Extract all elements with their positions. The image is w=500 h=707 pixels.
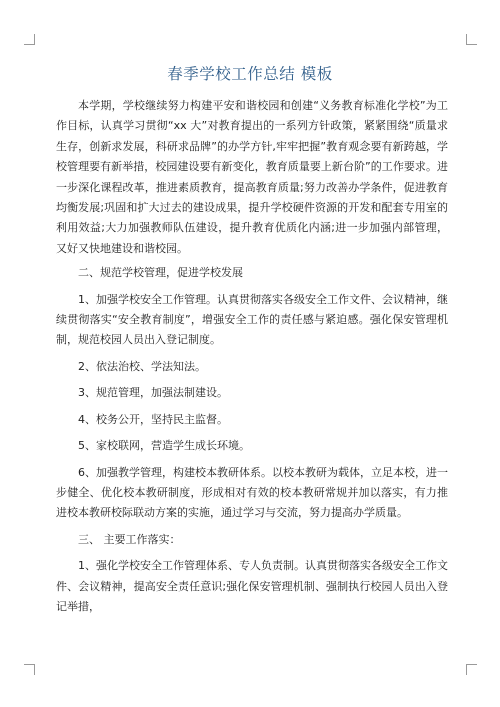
- section-heading-3: 三、 主要工作落实：: [78, 532, 181, 546]
- item-paragraph: 3、规范管理，加强法制建设。: [78, 386, 228, 400]
- item-paragraph: 6、加强教学管理，构建校本教研体系。以校本教研为载体，立足本校，进一步健全、优化校本教研制度，形成相对有效的校本教研常规并加以落实，有力推进校本教研校际联动方案的实施，通过学习与交流，努力提高办学质量。: [56, 465, 448, 520]
- crop-mark-top-left: [24, 34, 35, 45]
- item-paragraph: 4、校务公开，坚持民主监督。: [78, 412, 228, 426]
- item-paragraph: 1、强化学校安全工作管理体系、专人负责制。认真贯彻落实各级安全工作文件、会议精神，提高安全责任意识;强化保安管理机制、强制执行校园人员出入登记举措，: [56, 559, 448, 613]
- item-paragraph: 1、加强学校安全工作管理。认真贯彻落实各级安全工作文件、会议精神，继续贯彻落实“安全教育制度”，增强安全工作的责任感与紧迫感。强化保安管理机制，规范校园人员出入登记制度。: [56, 292, 448, 347]
- page-title: 春季学校工作总结 模板: [167, 65, 333, 83]
- section-heading-2: 二、规范学校管理，促进学校发展: [78, 266, 243, 280]
- crop-mark-top-right: [466, 34, 477, 45]
- crop-mark-bottom-left: [24, 664, 35, 675]
- item-paragraph: 5、家校联网，营造学生成长环境。: [78, 439, 250, 453]
- crop-mark-bottom-right: [466, 664, 477, 675]
- intro-paragraph: 本学期，学校继续努力构建平安和谐校园和创建“义务教育标准化学校”为工作目标，认真学习贯彻“xx 大”对教育提出的一系列方针政策，紧紧围绕“质量求生存，创新求发展，科研求品牌”的办学方针,牢牢把握”教育观念要有新跨越，学校管理要有新举措，校园建设要有新变化，教育质量要上新台阶”的工作要求。进一步深化课程改革，推进素质教育，提高教育质量;努力改善办学条件，促进教育均衡发展;巩固和扩大过去的建设成果，提升学校硬件资源的开发和配套专用室的利用效益;大力加强教师队伍建设，提升教育优质化内涵;进一步加强内部管理，又好又快地建设和谐校园。: [56, 99, 448, 255]
- item-paragraph: 2、依法治校、学法知法。: [78, 359, 206, 373]
- document-body: [56, 96, 448, 623]
